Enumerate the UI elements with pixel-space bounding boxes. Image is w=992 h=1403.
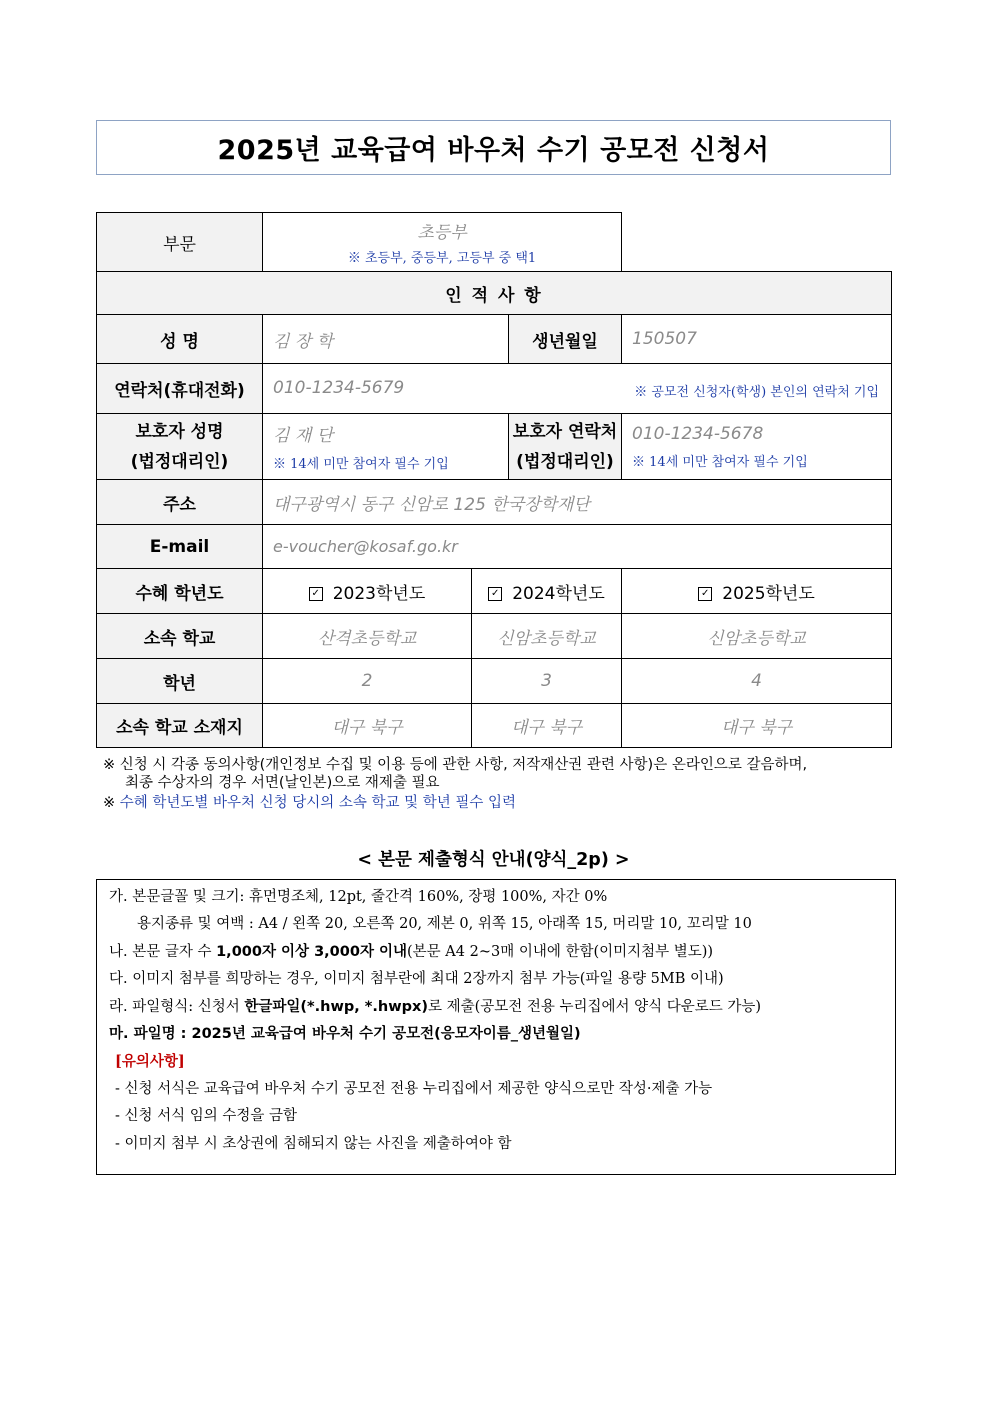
school-location-row xyxy=(97,704,892,748)
guide-item-da: 다. 이미지 첨부를 희망하는 경우, 이미지 첨부란에 최대 2장까지 첨부 가능(파일 용량 5MB 이내) xyxy=(109,971,724,988)
contact-label: 연락처(휴대전화) xyxy=(97,364,263,414)
guardian-name-note: ※ 14세 미만 참여자 필수 기입 xyxy=(273,457,449,472)
division-value: 초등부 xyxy=(417,223,467,243)
school-field-1[interactable]: 산격초등학교 xyxy=(263,614,472,659)
email-row xyxy=(97,525,892,569)
school-location-field-1[interactable]: 대구 북구 xyxy=(263,704,472,748)
guardian-contact-note: ※ 14세 미만 참여자 필수 기입 xyxy=(632,454,808,470)
address-row xyxy=(97,480,892,525)
grade-field-1[interactable]: 2 xyxy=(263,659,472,704)
contact-field[interactable] xyxy=(263,364,892,414)
application-form-table xyxy=(96,212,892,748)
caution-item-2: - 신청 서식 임의 수정을 금함 xyxy=(115,1108,298,1125)
division-note: ※ 초등부, 중등부, 고등부 중 택1 xyxy=(347,251,537,266)
years-label: 수혜 학년도 xyxy=(97,569,263,614)
birth-field[interactable]: 150507 xyxy=(622,315,892,364)
form-notes xyxy=(103,756,903,812)
school-field-2[interactable]: 신암초등학교 xyxy=(472,614,622,659)
year-2024-option[interactable]: ✓ 2024학년도 xyxy=(472,569,622,614)
consent-note-line1: ※ 신청 시 각종 동의사항(개인정보 수집 및 이용 등에 관한 사항, 저작재산권 관련 사항)은 온라인으로 갈음하며, xyxy=(103,757,808,773)
guide-item-ga: 가. 본문글꼴 및 크기: 휴먼명조체, 12pt, 줄간격 160%, 장평 100%, 자간 0% xyxy=(109,889,608,905)
caution-item-1: - 신청 서식은 교육급여 바우처 수기 공모전 전용 누리집에서 제공한 양식으로만 작성·제출 가능 xyxy=(115,1080,713,1097)
guardian-name-field[interactable] xyxy=(263,414,509,480)
name-field[interactable]: 김 장 학 xyxy=(263,315,509,364)
school-label: 소속 학교 xyxy=(97,614,263,659)
page-title: 2025년 교육급여 바우처 수기 공모전 신청서 xyxy=(96,120,891,175)
address-label: 주소 xyxy=(97,480,263,525)
division-cell[interactable] xyxy=(263,213,622,272)
year-2025-option[interactable]: ✓ 2025학년도 xyxy=(622,569,892,614)
email-label: E-mail xyxy=(97,525,263,569)
year-2023-option[interactable]: ✓ 2023학년도 xyxy=(263,569,472,614)
grade-label: 학년 xyxy=(97,659,263,704)
grade-row xyxy=(97,659,892,704)
consent-note-line2: 최종 수상자의 경우 서면(날인본)으로 재제출 필요 xyxy=(125,775,440,791)
school-location-field-3[interactable]: 대구 북구 xyxy=(622,704,892,748)
guardian-contact-field[interactable] xyxy=(622,414,892,480)
submission-guide-box xyxy=(96,879,896,1175)
grade-field-2[interactable]: 3 xyxy=(472,659,622,704)
name-row xyxy=(97,315,892,364)
checkbox-checked-icon[interactable]: ✓ xyxy=(309,587,323,601)
contact-value: 010-1234-5679 xyxy=(273,377,405,398)
guardian-row xyxy=(97,414,892,480)
caution-title: [유의사항] xyxy=(115,1053,185,1071)
name-label: 성 명 xyxy=(97,315,263,364)
school-field-3[interactable]: 신암초등학교 xyxy=(622,614,892,659)
grade-field-3[interactable]: 4 xyxy=(622,659,892,704)
guardian-name-value: 김 재 단 xyxy=(273,426,334,446)
guide-item-ra: 라. 파일형식: 신청서 한글파일(*.hwp, *.hwpx)로 제출(공모전 전용 누리집에서 양식 다운로드 가능) xyxy=(109,998,762,1015)
division-label: 부문 xyxy=(97,213,263,272)
birth-label: 생년월일 xyxy=(509,315,622,364)
guardian-contact-label: 보호자 연락처 (법정대리인) xyxy=(509,414,622,480)
school-location-field-2[interactable]: 대구 북구 xyxy=(472,704,622,748)
guide-item-ga-margins: 용지종류 및 여백 : A4 / 왼쪽 20, 오른쪽 20, 제본 0, 위쪽 15, 아래쪽 15, 머리말 10, 꼬리말 10 xyxy=(137,916,752,933)
personal-info-header: 인 적 사 항 xyxy=(97,272,892,315)
guide-item-na: 나. 본문 글자 수 1,000자 이상 3,000자 이내(본문 A4 2~3매 이내에 한함(이미지첨부 별도)) xyxy=(109,943,714,960)
school-location-label: 소속 학교 소재지 xyxy=(97,704,263,748)
guide-item-ma: 마. 파일명 : 2025년 교육급여 바우처 수기 공모전(응모자이름_생년월일) xyxy=(109,1026,581,1043)
guide-title: < 본문 제출형식 안내(양식_2p) > xyxy=(357,850,630,870)
school-row xyxy=(97,614,892,659)
caution-item-3: - 이미지 첨부 시 초상권에 침해되지 않는 사진을 제출하여야 함 xyxy=(115,1135,512,1152)
division-row xyxy=(97,213,892,272)
checkbox-checked-icon[interactable]: ✓ xyxy=(488,587,502,601)
guardian-contact-value: 010-1234-5678 xyxy=(632,423,764,444)
guardian-name-label: 보호자 성명 (법정대리인) xyxy=(97,414,263,480)
address-field[interactable]: 대구광역시 동구 신암로 125 한국장학재단 xyxy=(263,480,892,525)
contact-row xyxy=(97,364,892,414)
contact-note: ※ 공모전 신청자(학생) 본인의 연락처 기입 xyxy=(634,384,880,400)
checkbox-checked-icon[interactable]: ✓ xyxy=(698,587,712,601)
email-field[interactable]: e-voucher@kosaf.go.kr xyxy=(263,525,892,569)
school-input-note: ※ 수혜 학년도별 바우처 신청 당시의 소속 학교 및 학년 필수 입력 xyxy=(103,795,517,811)
years-row xyxy=(97,569,892,614)
